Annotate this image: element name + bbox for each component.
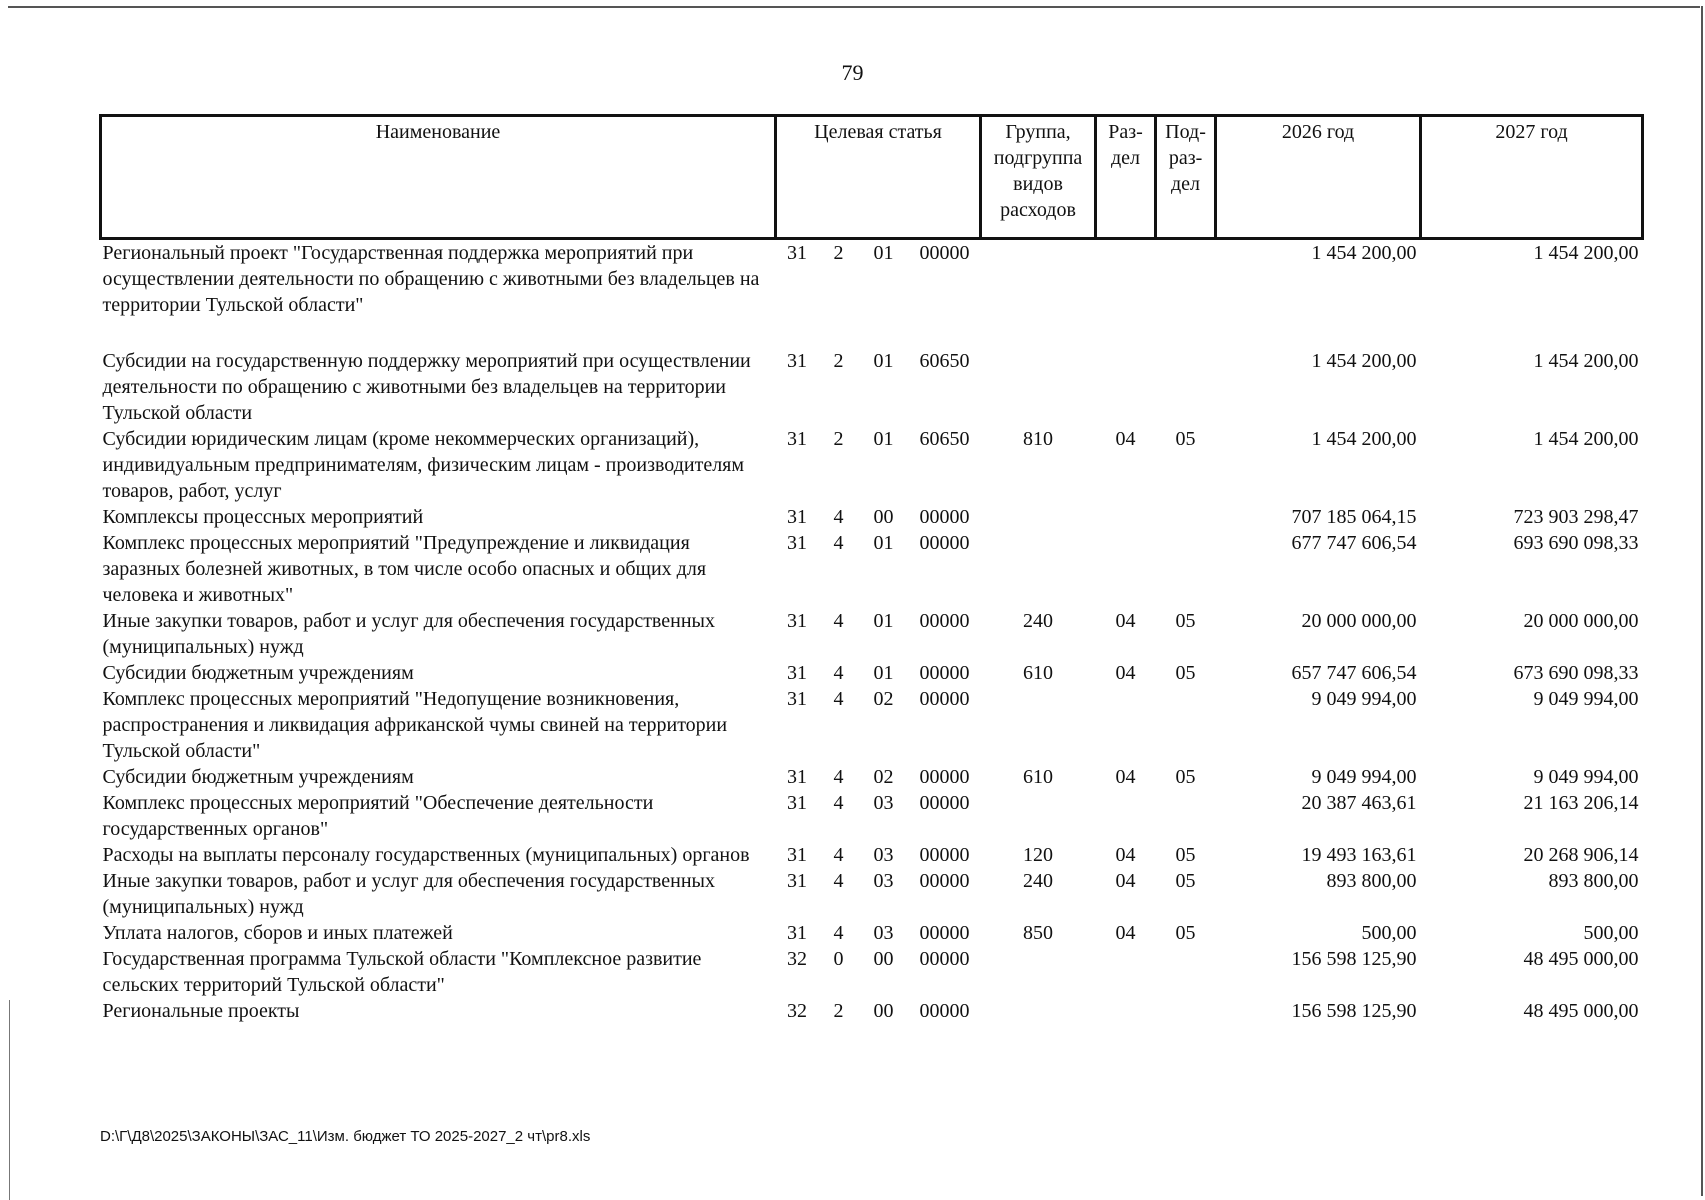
target-article-part1: 32 [787, 948, 807, 970]
amount-2027: 500,00 [1583, 922, 1639, 944]
target-article-part2: 2 [833, 1000, 844, 1022]
target-article-part2: 4 [833, 792, 844, 814]
header-year-2026: 2026 год [1216, 116, 1421, 239]
expense-group [981, 504, 1096, 530]
expense-group: 120 [1023, 844, 1054, 866]
section [1096, 998, 1156, 1024]
amount-2026: 19 493 163,61 [1301, 844, 1417, 866]
amount-2027: 1 454 200,00 [1533, 242, 1639, 264]
subsection: 05 [1175, 428, 1196, 450]
row-name: Расходы на выплаты персоналу государственных (муниципальных) органов [102, 844, 750, 866]
subsection [1156, 686, 1216, 764]
subsection: 05 [1175, 922, 1196, 944]
amount-2026: 1 454 200,00 [1311, 428, 1417, 450]
target-article-part3: 03 [873, 922, 894, 944]
target-article-part4: 00000 [919, 766, 970, 788]
page-number: 79 [841, 60, 864, 85]
amount-2027: 1 454 200,00 [1533, 350, 1639, 372]
expense-group [981, 946, 1096, 998]
target-article-part4: 00000 [919, 662, 970, 684]
section [1096, 530, 1156, 608]
subsection [1156, 530, 1216, 608]
row-name: Комплекс процессных мероприятий "Обеспечение деятельности государственных органов" [102, 792, 654, 840]
header-subsection: Под- раз- дел [1156, 116, 1216, 239]
table-row [101, 660, 1643, 686]
section: 04 [1115, 662, 1136, 684]
target-article-part2: 4 [833, 662, 844, 684]
target-article-part1: 31 [787, 792, 807, 814]
row-name: Субсидии бюджетным учреждениям [102, 766, 414, 788]
table-row [101, 790, 1643, 842]
amount-2027: 48 495 000,00 [1523, 1000, 1639, 1022]
target-article-part4: 00000 [919, 242, 970, 264]
amount-2027: 893 800,00 [1548, 870, 1639, 892]
expense-group [981, 239, 1096, 349]
target-article-part4: 00000 [919, 844, 970, 866]
amount-2026: 1 454 200,00 [1311, 242, 1417, 264]
row-name: Комплекс процессных мероприятий "Недопущение возникновения, распространения и ликвидация африканской чумы свиней на территории Тульской области" [102, 688, 728, 762]
target-article-part2: 4 [833, 766, 844, 788]
subsection: 05 [1175, 844, 1196, 866]
row-name: Государственная программа Тульской области "Комплексное развитие сельских территорий Тульской области" [102, 948, 702, 996]
target-article-part3: 01 [873, 428, 894, 450]
table-row [101, 239, 1643, 349]
target-article-part3: 02 [873, 766, 894, 788]
header-section: Раз- дел [1096, 116, 1156, 239]
target-article-part2: 2 [833, 350, 844, 372]
subsection [1156, 946, 1216, 998]
section: 04 [1115, 766, 1136, 788]
target-article-part3: 03 [873, 844, 894, 866]
table-row [101, 920, 1643, 946]
expense-group: 240 [1023, 610, 1054, 632]
expense-group: 240 [1023, 870, 1054, 892]
target-article-part1: 31 [787, 766, 807, 788]
target-article-part3: 01 [873, 532, 894, 554]
amount-2027: 20 000 000,00 [1523, 610, 1639, 632]
table-row [101, 686, 1643, 764]
header-expense-group: Группа, подгруппа видов расходов [981, 116, 1096, 239]
scan-edge-left [9, 1000, 10, 1200]
expense-group: 610 [1023, 662, 1054, 684]
amount-2026: 20 000 000,00 [1301, 610, 1417, 632]
target-article-part2: 0 [833, 948, 844, 970]
table-row [101, 348, 1643, 426]
section: 04 [1115, 844, 1136, 866]
amount-2027: 9 049 994,00 [1533, 688, 1639, 710]
row-name: Субсидии на государственную поддержку мероприятий при осуществлении деятельности по обращению с животными без владельцев на территории Тульской области [102, 350, 751, 424]
target-article-part1: 31 [787, 242, 807, 264]
subsection: 05 [1175, 766, 1196, 788]
target-article-part4: 60650 [919, 350, 970, 372]
target-article-part4: 00000 [919, 688, 970, 710]
table-row [101, 998, 1643, 1024]
row-name: Субсидии бюджетным учреждениям [102, 662, 414, 684]
target-article-part1: 31 [787, 428, 807, 450]
budget-table [99, 114, 1644, 1024]
section [1096, 504, 1156, 530]
target-article-part1: 31 [787, 532, 807, 554]
amount-2026: 20 387 463,61 [1301, 792, 1417, 814]
section: 04 [1115, 870, 1136, 892]
table-row [101, 608, 1643, 660]
row-name: Иные закупки товаров, работ и услуг для обеспечения государственных (муниципальных) нужд [102, 870, 715, 918]
row-name: Комплексы процессных мероприятий [102, 506, 424, 528]
amount-2026: 893 800,00 [1326, 870, 1417, 892]
expense-group [981, 790, 1096, 842]
row-name: Комплекс процессных мероприятий "Предупреждение и ликвидация заразных болезней животных, в том числе особо опасных и общих для человека и животных" [102, 532, 707, 606]
subsection [1156, 239, 1216, 349]
target-article-part3: 01 [873, 662, 894, 684]
section [1096, 790, 1156, 842]
header-name: Наименование [101, 116, 776, 239]
subsection [1156, 790, 1216, 842]
target-article-part2: 2 [833, 428, 844, 450]
target-article-part3: 01 [873, 242, 894, 264]
amount-2027: 48 495 000,00 [1523, 948, 1639, 970]
target-article-part3: 00 [873, 948, 894, 970]
header-target-article: Целевая статья [776, 116, 981, 239]
subsection: 05 [1175, 610, 1196, 632]
target-article-part1: 31 [787, 844, 807, 866]
subsection [1156, 998, 1216, 1024]
target-article-part2: 2 [833, 242, 844, 264]
target-article-part3: 03 [873, 792, 894, 814]
expense-group: 850 [1023, 922, 1054, 944]
amount-2026: 1 454 200,00 [1311, 350, 1417, 372]
target-article-part2: 4 [833, 532, 844, 554]
amount-2026: 500,00 [1361, 922, 1417, 944]
scan-edge-top [8, 6, 1700, 8]
amount-2027: 1 454 200,00 [1533, 428, 1639, 450]
target-article-part4: 00000 [919, 948, 970, 970]
target-article-part3: 03 [873, 870, 894, 892]
amount-2026: 9 049 994,00 [1311, 688, 1417, 710]
section: 04 [1115, 922, 1136, 944]
target-article-part3: 00 [873, 1000, 894, 1022]
target-article-part1: 31 [787, 506, 807, 528]
footer-file-path: D:\Г\Д8\2025\ЗАКОНЫ\ЗАС_11\Изм. бюджет ТО 2025-2027_2 чт\pr8.xls [100, 1128, 591, 1145]
expense-group: 610 [1023, 766, 1054, 788]
target-article-part4: 00000 [919, 532, 970, 554]
target-article-part3: 01 [873, 610, 894, 632]
table-row [101, 530, 1643, 608]
amount-2026: 707 185 064,15 [1291, 506, 1417, 528]
target-article-part4: 00000 [919, 870, 970, 892]
target-article-part1: 32 [787, 1000, 807, 1022]
section [1096, 239, 1156, 349]
subsection [1156, 504, 1216, 530]
amount-2026: 9 049 994,00 [1311, 766, 1417, 788]
amount-2026: 677 747 606,54 [1291, 532, 1417, 554]
target-article-part2: 4 [833, 610, 844, 632]
section [1096, 348, 1156, 426]
amount-2027: 21 163 206,14 [1523, 792, 1639, 814]
row-name: Региональный проект "Государственная поддержка мероприятий при осуществлении деятельности по обращению с животными без владельцев на территории Тульской области" [102, 242, 760, 316]
table-row [101, 946, 1643, 998]
target-article-part2: 4 [833, 922, 844, 944]
scan-edge-right [1701, 6, 1703, 1196]
target-article-part1: 31 [787, 350, 807, 372]
target-article-part3: 01 [873, 350, 894, 372]
section: 04 [1115, 428, 1136, 450]
table-row [101, 504, 1643, 530]
target-article-part2: 4 [833, 506, 844, 528]
section [1096, 946, 1156, 998]
target-article-part1: 31 [787, 610, 807, 632]
expense-group [981, 348, 1096, 426]
table-body [101, 239, 1643, 1025]
target-article-part4: 00000 [919, 792, 970, 814]
amount-2027: 9 049 994,00 [1533, 766, 1639, 788]
section [1096, 686, 1156, 764]
subsection: 05 [1175, 662, 1196, 684]
amount-2027: 693 690 098,33 [1513, 532, 1639, 554]
amount-2026: 156 598 125,90 [1291, 1000, 1417, 1022]
target-article-part4: 00000 [919, 1000, 970, 1022]
target-article-part4: 60650 [919, 428, 970, 450]
section: 04 [1115, 610, 1136, 632]
row-name: Субсидии юридическим лицам (кроме некоммерческих организаций), индивидуальным предпринимателям, физическим лицам - производителям товаров, работ, услуг [102, 428, 745, 502]
table-header [101, 116, 1643, 239]
expense-group [981, 998, 1096, 1024]
target-article-part1: 31 [787, 922, 807, 944]
target-article-part3: 02 [873, 688, 894, 710]
amount-2026: 657 747 606,54 [1291, 662, 1417, 684]
target-article-part2: 4 [833, 870, 844, 892]
amount-2026: 156 598 125,90 [1291, 948, 1417, 970]
target-article-part4: 00000 [919, 922, 970, 944]
target-article-part1: 31 [787, 688, 807, 710]
amount-2027: 723 903 298,47 [1513, 506, 1639, 528]
target-article-part3: 00 [873, 506, 894, 528]
amount-2027: 673 690 098,33 [1513, 662, 1639, 684]
table-row [101, 764, 1643, 790]
expense-group: 810 [1023, 428, 1054, 450]
target-article-part1: 31 [787, 662, 807, 684]
target-article-part4: 00000 [919, 506, 970, 528]
amount-2027: 20 268 906,14 [1523, 844, 1639, 866]
row-name: Иные закупки товаров, работ и услуг для обеспечения государственных (муниципальных) нужд [102, 610, 715, 658]
target-article-part4: 00000 [919, 610, 970, 632]
row-name: Региональные проекты [102, 1000, 300, 1022]
table-row [101, 842, 1643, 868]
target-article-part2: 4 [833, 688, 844, 710]
table-row [101, 868, 1643, 920]
subsection [1156, 348, 1216, 426]
expense-group [981, 686, 1096, 764]
header-year-2027: 2027 год [1421, 116, 1643, 239]
row-name: Уплата налогов, сборов и иных платежей [102, 922, 453, 944]
target-article-part2: 4 [833, 844, 844, 866]
target-article-part1: 31 [787, 870, 807, 892]
subsection: 05 [1175, 870, 1196, 892]
table-row [101, 426, 1643, 504]
expense-group [981, 530, 1096, 608]
